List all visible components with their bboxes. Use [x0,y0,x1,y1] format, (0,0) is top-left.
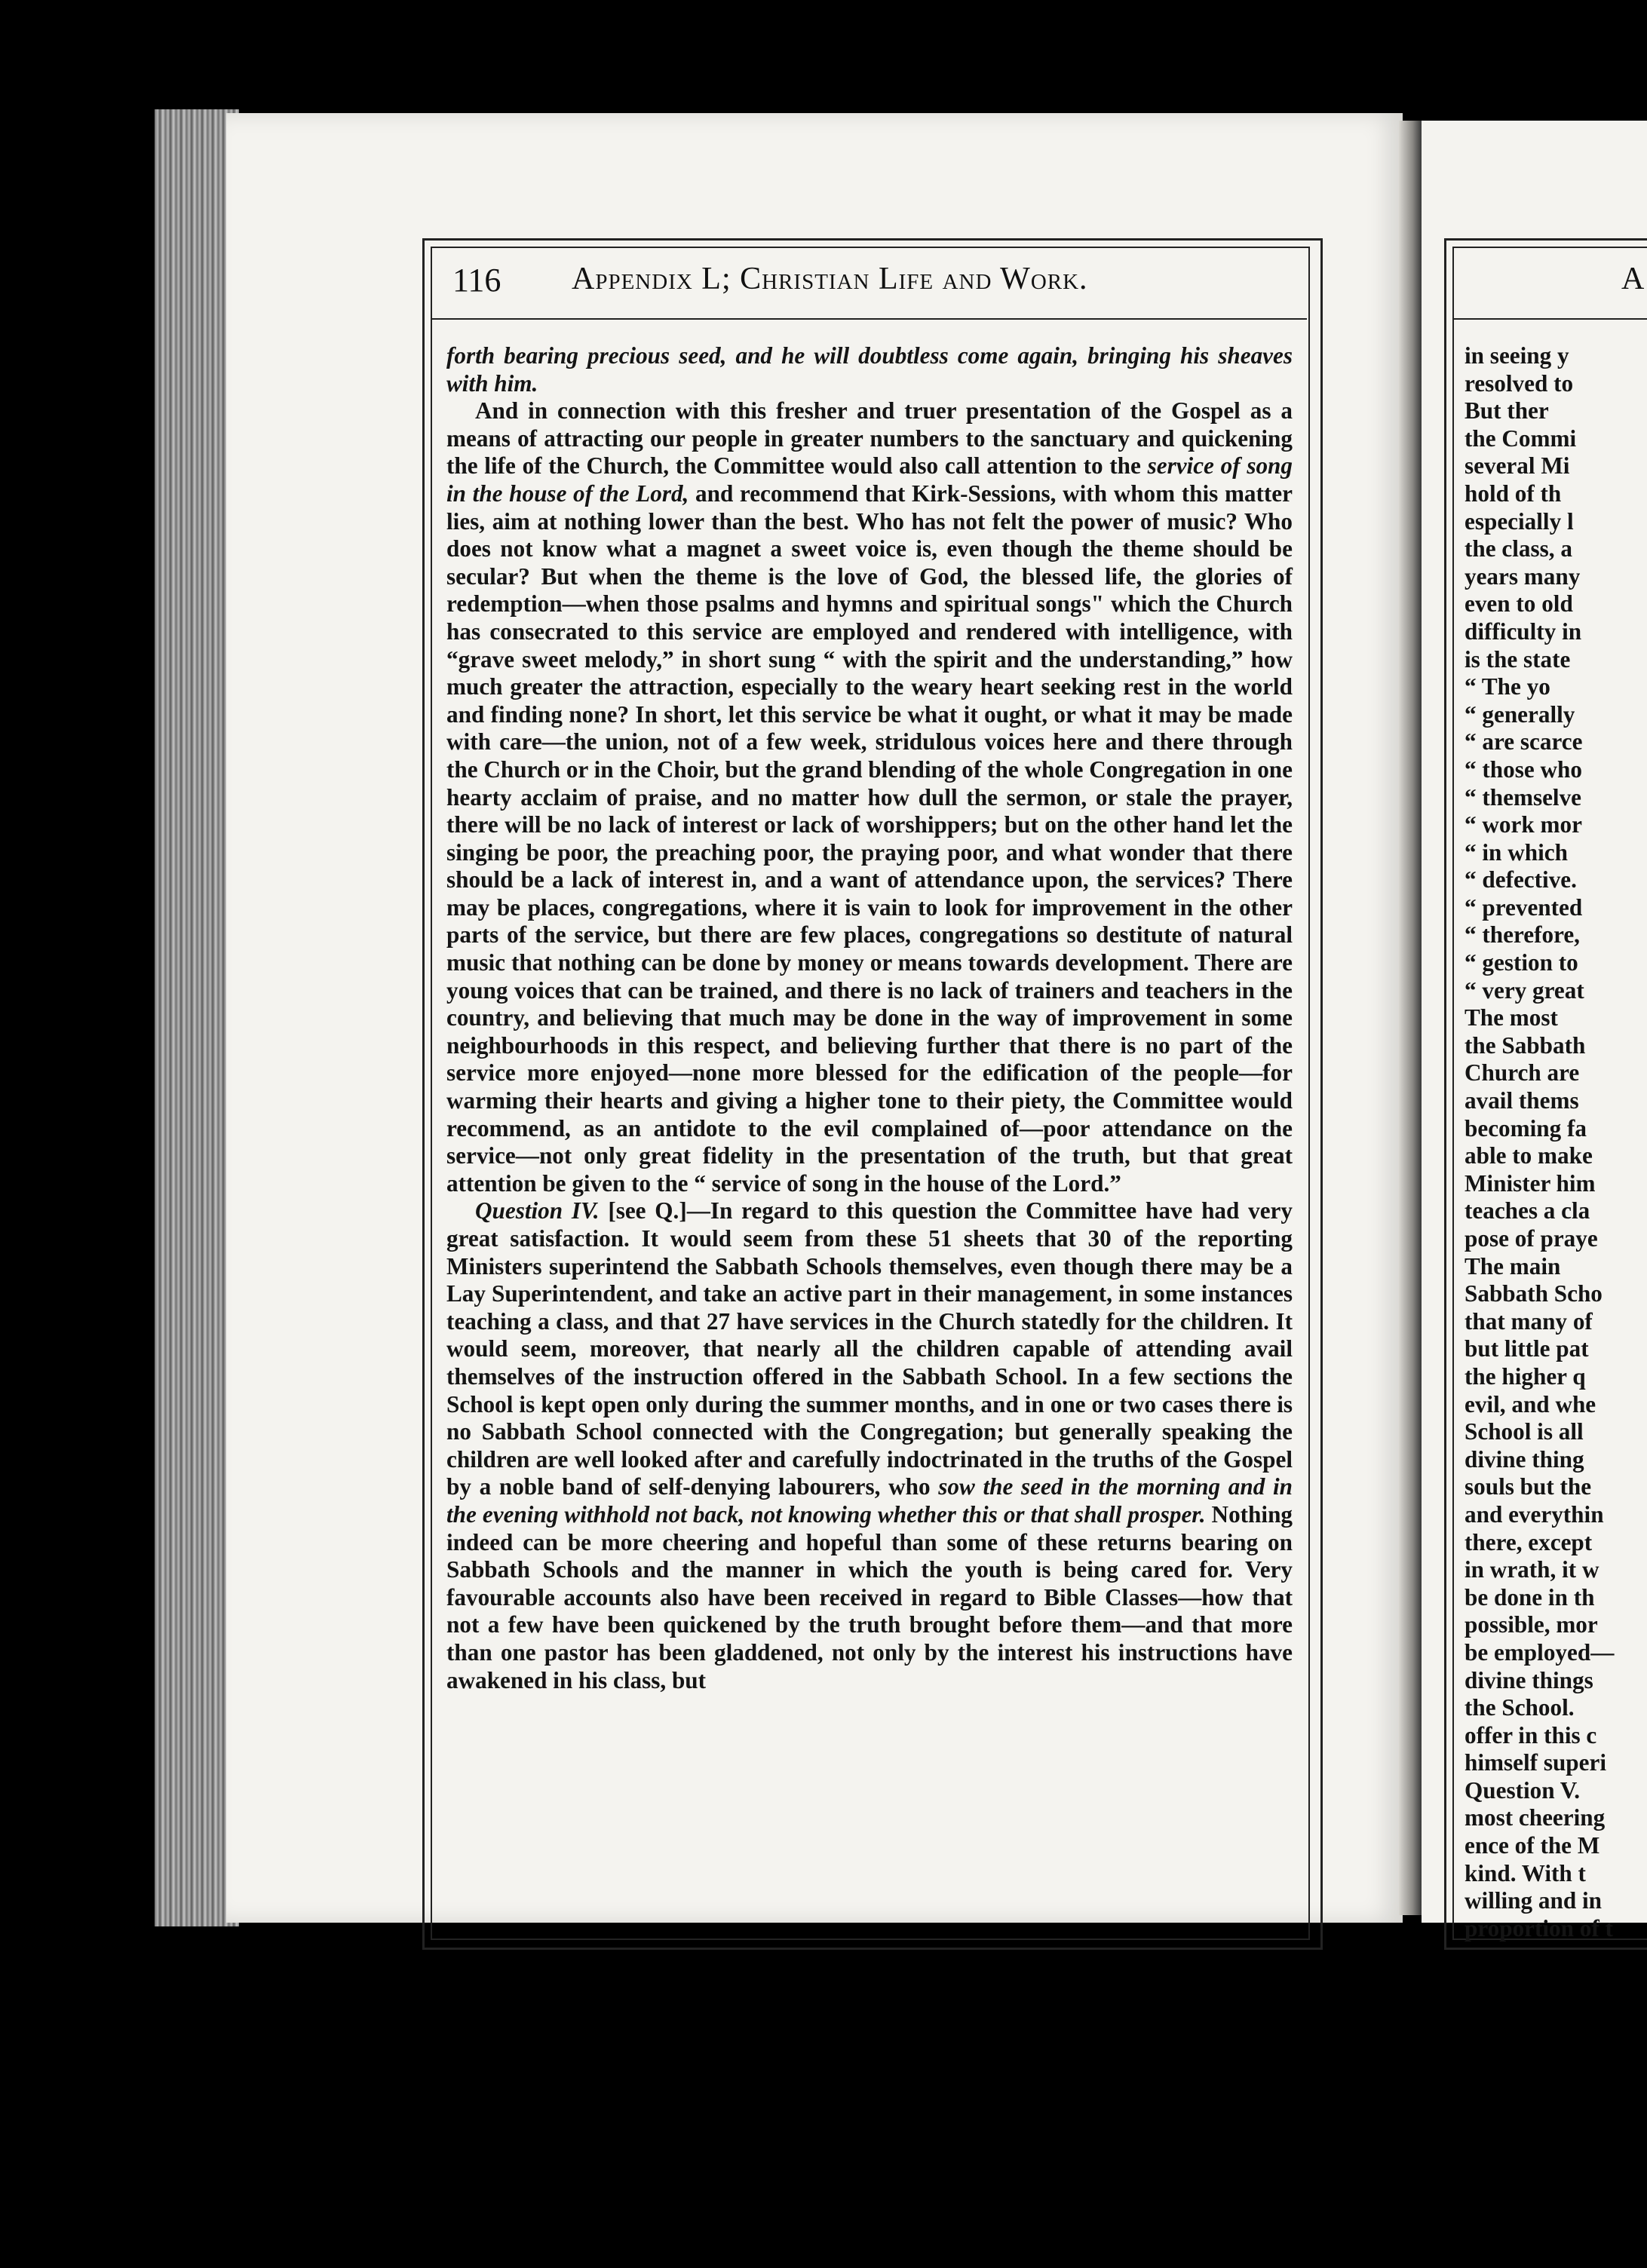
right-page-line: hold of th [1465,480,1562,507]
italic-phrase: service of song in the house of the Lord, [446,452,1293,507]
book-gutter [1399,121,1422,1915]
paragraph-1 [446,342,1293,397]
right-page-line: “ defective. [1465,866,1577,893]
right-page-line: and everythin [1465,1500,1604,1528]
question-label: Question IV. [475,1197,600,1224]
right-page-line: the class, a [1465,535,1572,562]
paragraph-2 [446,397,1293,1197]
right-page-line: “ very great [1465,976,1584,1004]
right-page-line: ence of the M [1465,1832,1600,1859]
right-page-line: “ generally [1465,700,1575,728]
right-page-line: kind. With t [1465,1859,1586,1886]
right-page-line: be done in th [1465,1583,1595,1611]
right-page-line: willing and in [1465,1887,1603,1914]
right-page-line: proportion of t [1465,1914,1613,1942]
right-running-head: A [1621,262,1645,296]
right-page-line: “ prevented [1465,893,1583,921]
right-page-line: “ in which [1465,838,1568,866]
right-page-line: Sabbath Scho [1465,1280,1603,1307]
right-page-line: the School. [1465,1694,1575,1721]
paragraph-3 [446,1197,1293,1694]
right-page-line: souls but the [1465,1473,1592,1500]
right-page-line: in seeing y [1465,342,1569,369]
right-page-line: pose of praye [1465,1225,1598,1252]
header-rule [432,318,1307,320]
right-page-line: resolved to [1465,369,1574,397]
right-page-line: divine thing [1465,1445,1584,1473]
main-text-column [446,342,1293,1694]
right-page-line: years many [1465,562,1581,590]
right-page-line: Question V. [1465,1776,1581,1804]
right-page-line: in wrath, it w [1465,1556,1599,1583]
right-page-line: “ work mor [1465,811,1582,838]
right-page-line: that many of [1465,1307,1593,1335]
right-page-line: But ther [1465,397,1549,424]
right-page-line: “ are scarce [1465,728,1583,755]
right-page-line: be employed— [1465,1638,1615,1666]
paragraph-2-text-a: And in connection with this fresher and truer presentation of the Gospel as a means of attracting our people in greater numbers to the sanctuary and quickening the life of the Church, the Committee would also call attention to the [446,397,1293,480]
running-head: Appendix L; Christian Life and Work. [572,262,1088,296]
right-page-line: but little pat [1465,1335,1589,1362]
right-page-line: the Sabbath [1465,1031,1586,1059]
right-header-rule [1454,318,1647,320]
right-page-line: School is all [1465,1418,1584,1445]
right-page-line: able to make [1465,1142,1593,1169]
paragraph-3-text-a: [see Q.]—In regard to this question the Committee have had very great satisfaction. It would seem from these 51 sheets that 30 of the reporting Ministers superintend the Sabbath Schools themselves, even though there may be a Lay Superintendent, and take an active part in their management, in some instances teaching a class, and that 27 have services in the Church statedly for the children. It would seem, moreover, that nearly all the children capable of attending avail themselves of the instruction offered in the Sabbath School. In a few sections the School is kept open only during the summer months, and in one or two cases there is no Sabbath School connected with the Congregation; but generally speaking the children are well looked after and carefully indoctrinated in the truths of the Gospel by a noble band of self-denying labourers, who [446,1197,1293,1500]
right-page-line: teaches a cla [1465,1197,1590,1224]
right-page-line: himself superi [1465,1749,1606,1776]
right-page-line: most cheering [1465,1804,1606,1831]
paragraph-2-text-b: and recommend that Kirk-Sessions, with whom this matter lies, aim at nothing lower than the best. Who has not felt the power of music? Who does not know what a magnet a sweet voice is, even though the theme should be secular? But when the theme is the love of God, the blessed life, the glories of redemption—when those psalms and hymns and spiritual songs" which the Church has consecrated to this service are employed and rendered with intelligence, with “grave sweet melody,” in short sung “ with the spirit and the understanding,” how much greater the attraction, especially to the weary heart seeking rest in the world and finding none? In short, let this service be what it ought, or what it may be made with care—the union, not of a few week, stridulous voices here and there through the Church or in the Choir, but the grand blending of the whole Congregation in one hearty acclaim of praise, and no matter how dull the sermon, or stale the prayer, there will be no lack of interest or lack of worshippers; but on the other hand let the singing be poor, the preaching poor, the praying poor, and what wonder that there should be a lack of interest in, and a want of attendance upon, the services? There may be places, congregations, where it is vain to look for improvement in the other parts of the service, but there are few places, congregations so destitute of natural music that nothing can be done by money or means towards development. There are young voices that can be trained, and there is no lack of trainers and teachers in the country, and believing that much may be done in the way of improvement in some neighbourhoods in this respect, and believing further that there is no part of the service more enjoyed—none more blessed for the edification of the people—for warming their hearts and giving a higher tone to their piety, the Committee would recommend, as an antidote to the evil complained of—poor attendance on the service—not only great fidelity in the presentation of the truth, but that great attention be given to the “ service of song in the house of the Lord.” [446,480,1293,1197]
right-page-line: especially l [1465,507,1574,535]
right-page-line: Church are [1465,1059,1580,1086]
right-page-line: becoming fa [1465,1114,1587,1142]
right-page-line: Minister him [1465,1169,1596,1197]
right-text-column [1465,342,1647,1942]
right-page-line: “ therefore, [1465,921,1580,949]
right-page-line: the Commi [1465,424,1577,452]
right-page-line: difficulty in [1465,618,1582,645]
italic-quote: forth bearing precious seed, and he will doubtless come again, bringing his sheaves with him. [446,342,1293,397]
right-page-line: even to old [1465,590,1573,618]
right-page-line: possible, mor [1465,1611,1598,1638]
italic-quote: sow the seed in the morning and in the evening withhold not back, not knowing whether this or that shall prosper. [446,1473,1293,1528]
right-page-line: there, except [1465,1528,1593,1555]
right-page-line: evil, and whe [1465,1390,1596,1418]
right-page-line: offer in this c [1465,1721,1597,1749]
paragraph-3-text-b: Nothing indeed can be more cheering and hopeful than some of these returns bearing on Sabbath Schools and the manner in which the youth is being cared for. Very favourable accounts also have been received in regard to Bible Classes—how that not a few have been quickened by the truth brought before them—and that more than one pastor has been gladdened, not only by the interest his instructions have awakened in his class, but [446,1500,1293,1693]
right-page-line: The most [1465,1004,1558,1031]
page-number: 116 [452,262,501,299]
right-page-line: “ themselve [1465,783,1582,811]
right-page-line: “ gestion to [1465,949,1578,976]
right-page-line: the higher q [1465,1362,1586,1390]
right-page-line: “ those who [1465,755,1582,783]
right-page-line: The main [1465,1252,1561,1280]
right-page-line: “ The yo [1465,673,1550,700]
right-page-line: avail thems [1465,1087,1579,1114]
right-page-line: divine things [1465,1666,1593,1693]
right-page-line: is the state [1465,645,1571,673]
right-page-line: several Mi [1465,452,1570,480]
